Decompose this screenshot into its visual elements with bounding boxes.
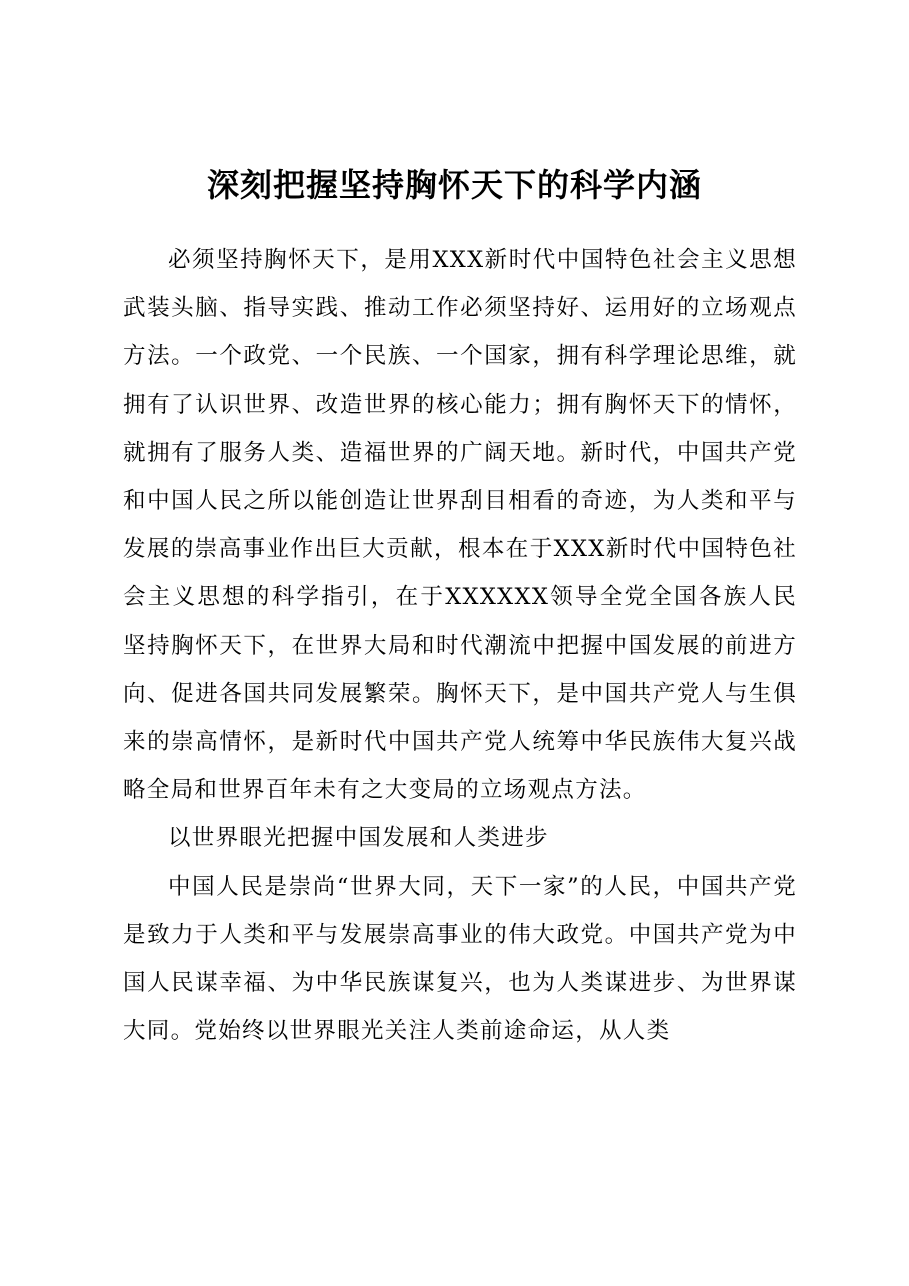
document-body xyxy=(123,236,797,1055)
paragraph-intro: 必须坚持胸怀天下，是用XXX新时代中国特色社会主义思想武装头脑、指导实践、推动工作必须坚持好、运用好的立场观点方法。一个政党、一个民族、一个国家，拥有科学理论思维，就拥有了认识世界、改造世界的核心能力；拥有胸怀天下的情怀，就拥有了服务人类、造福世界的广阔天地。新时代，中国共产党和中国人民之所以能创造让世界刮目相看的奇迹，为人类和平与发展的崇高事业作出巨大贡献，根本在于XXX新时代中国特色社会主义思想的科学指引，在于XXXXXX领导全党全国各族人民坚持胸怀天下，在世界大局和时代潮流中把握中国发展的前进方向、促进各国共同发展繁荣。胸怀天下，是中国共产党人与生俱来的崇高情怀，是新时代中国共产党人统筹中华民族伟大复兴战略全局和世界百年未有之大变局的立场观点方法。 xyxy=(123,247,797,804)
section-heading: 以世界眼光把握中国发展和人类进步 xyxy=(168,825,549,852)
document-title: 深刻把握坚持胸怀天下的科学内涵 xyxy=(206,166,702,204)
paragraph-section: 中国人民是崇尚“世界大同，天下一家”的人民，中国共产党是致力于人类和平与发展崇高事业的伟大政党。中国共产党为中国人民谋幸福、为中华民族谋复兴，也为人类谋进步、为世界谋大同。党始终以世界眼光关注人类前途命运，从人类 xyxy=(123,873,797,1045)
